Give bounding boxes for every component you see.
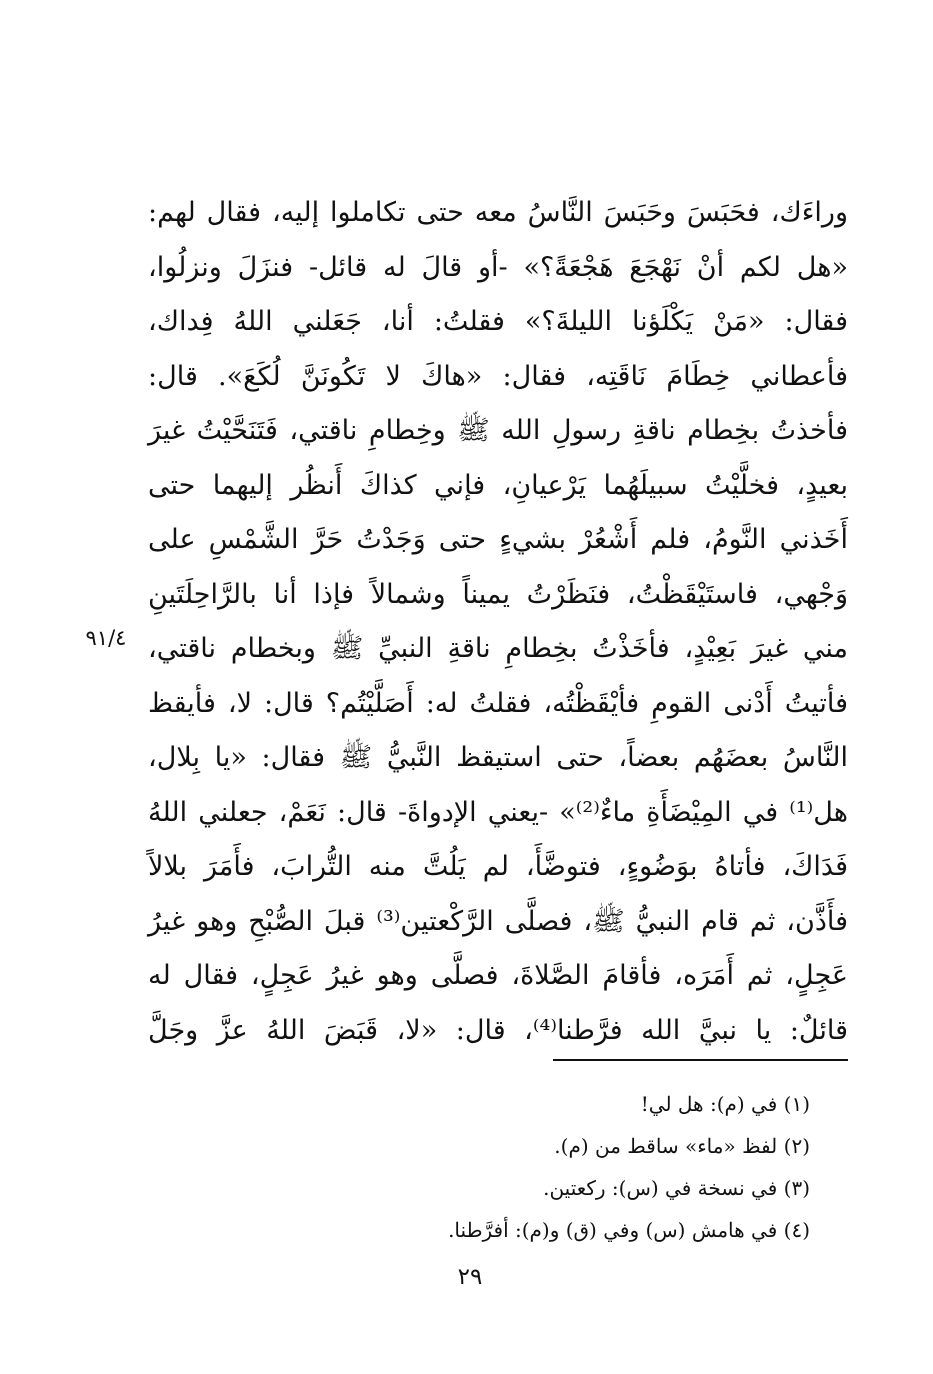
text-line-15: عَجِلٍ، ثم أَمَرَه، فأقامَ الصَّلاةَ، فصلَّى وهو غيرُ عَجِلٍ، فقال له	[148, 960, 848, 991]
text-line-6: بعيدٍ، فخلَّيْتُ سبيلَهُما يَرْعيانِ، فإني كذاكَ أَنظُر إليهما حتى	[148, 469, 848, 501]
footnote-2: (٢) لفظ «ماء» ساقط من (م).	[554, 1134, 810, 1158]
footnote-divider	[553, 1059, 848, 1061]
text-line-12: هل⁽¹⁾ في المِيْضَأَةِ ماءٌ⁽²⁾» -يعني الإدواةَ- قال: نَعَمْ، جعلني اللهُ	[148, 796, 848, 828]
text-line-4: فأعطاني خِطَامَ نَاقَتِه، فقال: «هاكَ لا تَكُونَنَّ لُكَعَ». قال:	[148, 360, 848, 392]
text-line-8: وَجْهي، فاستَيْقَظْتُ، فنَظَرْتُ يميناً وشمالاً فإذا أنا بالرَّاحِلَتَينِ	[148, 578, 848, 610]
page-number: ٢٩	[457, 1264, 483, 1290]
text-line-5: فأخذتُ بخِطام ناقةِ رسولِ الله ﷺ وخِطامِ ناقتي، فَتَنَحَّيْتُ غيرَ	[148, 415, 848, 446]
footnotes-block	[300, 1083, 810, 1251]
footnote-1: (١) في (م): هل لي!	[640, 1092, 810, 1116]
text-line-13: فَدَاكَ، فأتاهُ بوَضُوءٍ، فتوضَّأَ، لم يَلُتَّ منه التُّرابَ، فأَمَرَ بلالاً	[148, 851, 848, 882]
main-text-block	[148, 186, 848, 1058]
text-line-1: وراءَك، فحَبَسَ وحَبَسَ النَّاسُ معه حتى تكاملوا إليه، فقال لهم:	[148, 197, 848, 228]
text-line-2: «هل لكم أنْ نَهْجَعَ هَجْعَةً؟» -أو قالَ له قائل- فنزَلَ ونزلُوا،	[148, 251, 848, 283]
text-line-9: مني غيرَ بَعِيْدٍ، فأخَذْتُ بخِطامِ ناقةِ النبيِّ ﷺ وبخطام ناقتي،	[148, 633, 848, 664]
margin-reference-note: ٩١/٤	[85, 626, 127, 650]
footnote-4: (٤) في هامش (س) وفي (ق) و(م): أفرَّطنا.	[448, 1218, 810, 1242]
footnote-3: (٣) في نسخة في (س): ركعتين.	[543, 1176, 810, 1200]
text-line-10: فأتيتُ أَدْنى القومِ فأيْقَظْتُه، فقلتُ له: أَصَلَّيْتُم؟ قال: لا، فأيقظ	[148, 687, 848, 719]
text-line-11: النَّاسُ بعضَهُم بعضاً، حتى استيقظ النَّبيُّ ﷺ فقال: «يا بِلال،	[148, 742, 848, 773]
text-line-7: أَخَذني النَّومُ، فلم أَشْعُرْ بشيءٍ حتى وَجَدْتُ حَرَّ الشَّمْسِ على	[148, 524, 848, 555]
text-line-14: فأَذَّن، ثم قام النبيُّ ﷺ، فصلَّى الرَّكْعتين⁽³⁾ قبلَ الصُّبْحِ وهو غيرُ	[148, 905, 848, 937]
text-line-16: قائلٌ: يا نبيَّ الله فرَّطنا⁽⁴⁾، قال: «لا، قَبَضَ اللهُ عزَّ وجَلَّ	[148, 1014, 849, 1046]
text-line-3: فقال: «مَنْ يَكْلَؤنا الليلةَ؟» فقلتُ: أنا، جَعَلني اللهُ فِداك،	[148, 306, 848, 337]
